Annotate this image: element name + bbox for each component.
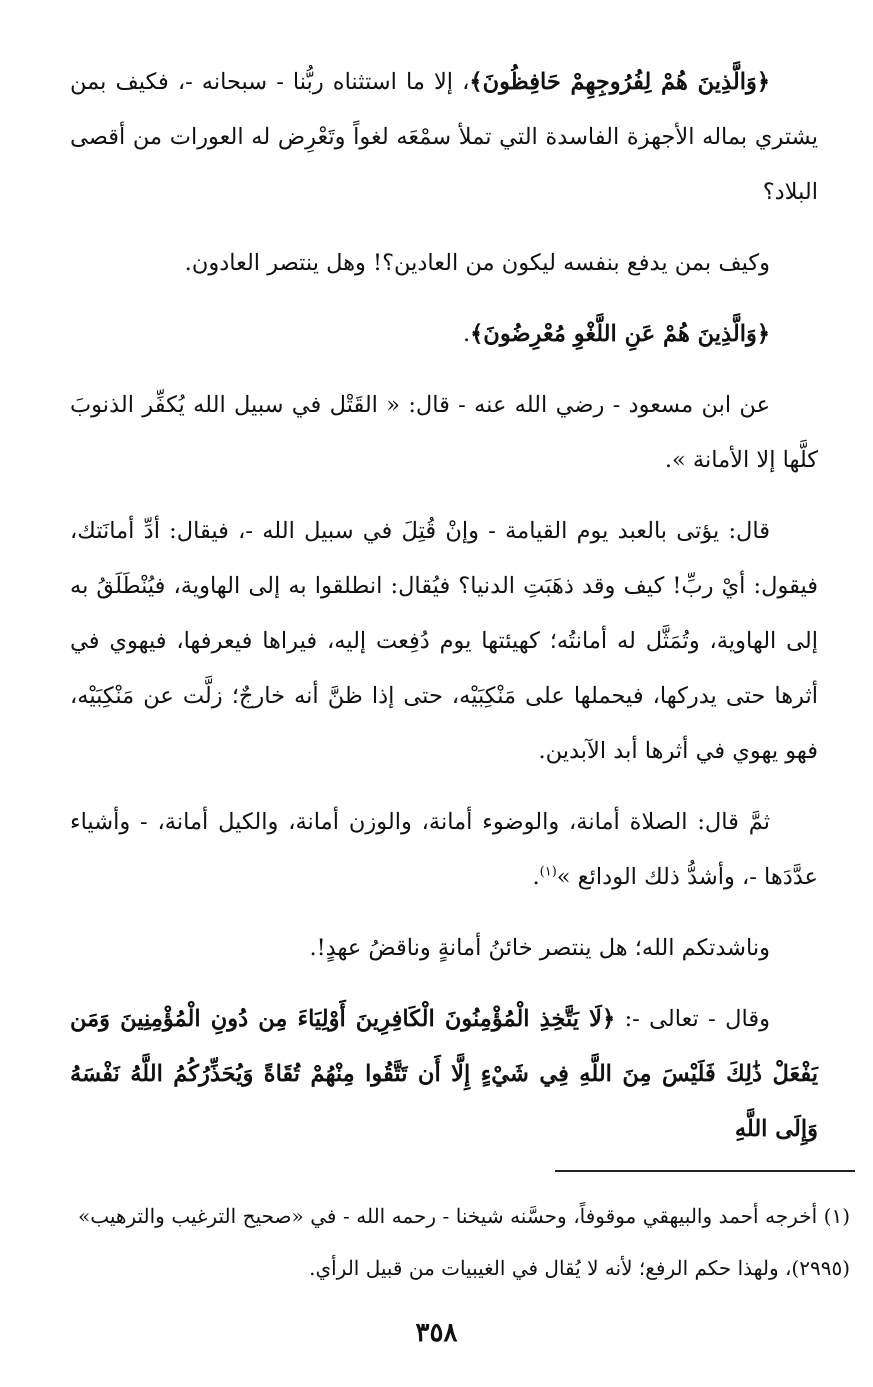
paragraph-4 <box>70 378 818 488</box>
paragraph-2 <box>70 236 818 291</box>
footnotes-section <box>78 1190 850 1294</box>
footnote-1: (١) أخرجه أحمد والبيهقي موقوفاً، وحسَّنه شيخنا - رحمه الله - في «صحيح الترغيب والترهيب» (٢٩٩٥)، ولهذا حكم الرفع؛ لأنه لا يُقال في الغيبيات من قبيل الرأي. <box>78 1204 850 1280</box>
paragraph-text: ثمَّ قال: الصلاة أمانة، والوضوء أمانة، والوزن أمانة، والكيل أمانة، - وأشياء عدَّدَها -، وأشدُّ ذلك الودائع » <box>70 809 818 890</box>
paragraph-8 <box>70 992 818 1157</box>
paragraph-text: وناشدتكم الله؛ هل ينتصر خائنُ أمانةٍ وناقضُ عهدٍ!. <box>309 935 770 961</box>
paragraph-text-end: . <box>532 864 540 890</box>
quran-verse: ﴿وَالَّذِينَ هُمْ عَنِ اللَّغْوِ مُعْرِضُونَ﴾ <box>470 321 770 347</box>
paragraph-text: . <box>462 321 471 347</box>
paragraph-3 <box>70 307 818 362</box>
footnote-reference[interactable]: (١) <box>539 864 557 880</box>
paragraph-text: وكيف بمن يدفع بنفسه ليكون من العادين؟! وهل ينتصر العادون. <box>184 250 770 276</box>
page-number: ٣٥٨ <box>415 1318 458 1348</box>
paragraph-text: عن ابن مسعود - رضي الله عنه - قال: « القَتْل في سبيل الله يُكفِّر الذنوبَ كلَّها إلا الأمانة ». <box>70 392 818 473</box>
paragraph-7 <box>70 921 818 976</box>
quran-verse: ﴿لَا يَتَّخِذِ الْمُؤْمِنُونَ الْكَافِرِينَ أَوْلِيَاءَ مِن دُونِ الْمُؤْمِنِينَ وَمَن يَفْعَلْ ذَٰلِكَ فَلَيْسَ مِنَ اللَّهِ فِي شَيْءٍ إِلَّا أَن تَتَّقُوا مِنْهُمْ تُقَاةً وَيُحَذِّرُكُمُ اللَّهُ نَفْسَهُ وَإِلَى اللَّهِ <box>70 1006 818 1142</box>
paragraph-1 <box>70 55 818 220</box>
paragraph-text: قال: يؤتى بالعبد يوم القيامة - وإنْ قُتِلَ في سبيل الله -، فيقال: أدِّ أمانَتك، فيقول: أيْ ربِّ! كيف وقد ذهَبَتِ الدنيا؟ فيُقال: انطلقوا به إلى الهاوية، فيُنْطَلَقُ به إلى الهاوية، وتُمَثَّل له أمانتُه؛ كهيئتها يوم دُفِعت إليه، فيراها فيعرفها، فيهوي في أثرها حتى يدركها، فيحملها على مَنْكِبَيْه، حتى إذا ظنَّ أنه خارجٌ؛ زلَّت عن مَنْكِبَيْه، فهو يهوي في أثرها أبد الآبدين. <box>70 518 818 764</box>
page-body <box>70 55 818 1173</box>
paragraph-6 <box>70 795 818 905</box>
footnote-divider <box>555 1170 855 1172</box>
paragraph-text: ، إلا ما استثناه ربُّنا - سبحانه -، فكيف بمن يشتري بماله الأجهزة الفاسدة التي تملأ سمْعَه لغواً وتَعْرِض له العورات من أقصى البلاد؟ <box>70 69 818 205</box>
paragraph-text: وقال - تعالى -: <box>615 1006 770 1032</box>
quran-verse: ﴿وَالَّذِينَ هُمْ لِفُرُوجِهِمْ حَافِظُونَ﴾ <box>469 69 771 95</box>
paragraph-5 <box>70 504 818 779</box>
